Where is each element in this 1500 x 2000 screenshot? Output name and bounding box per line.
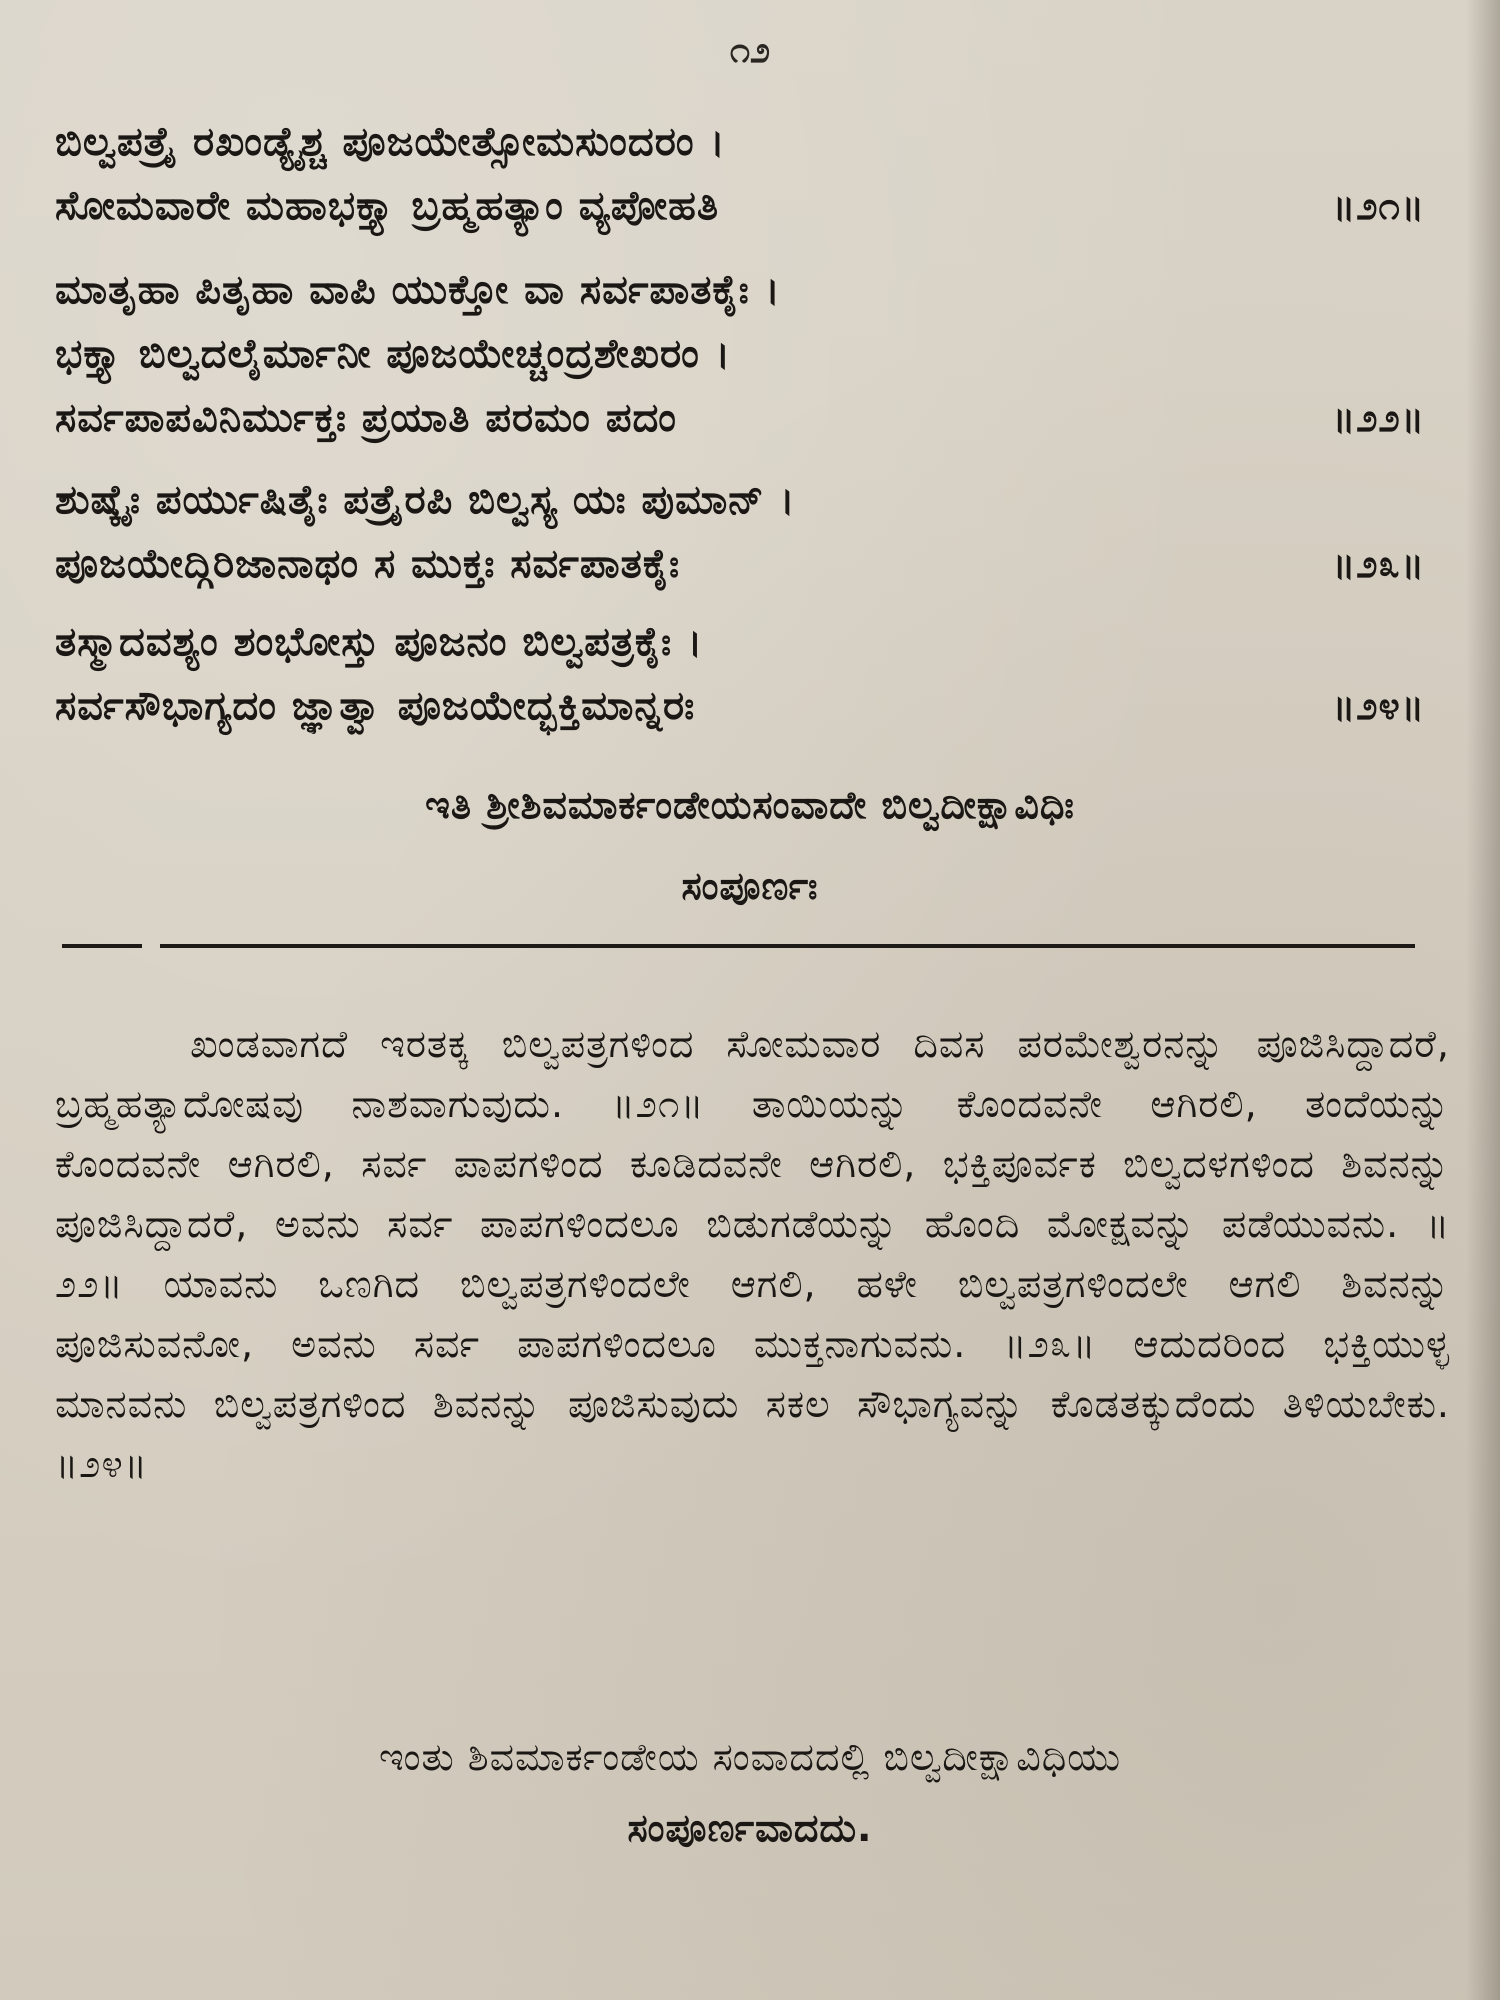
verse-text: ತಸ್ಮಾದವಶ್ಯಂ ಶಂಭೋಸ್ತು ಪೂಜನಂ ಬಿಲ್ವಪತ್ರಕೈಃ ।: [55, 619, 704, 665]
verse-text: ಬಿಲ್ವಪತ್ರೈ ರಖಂಡ್ಯೈಶ್ಚ ಪೂಜಯೇತ್ಸೋಮಸುಂದರಂ ।: [55, 119, 726, 165]
verse-number: ॥೨೨॥: [1332, 396, 1425, 440]
verse-group-2: [55, 258, 1455, 450]
verse-text: ಭಕ್ತ್ಯಾ ಬಿಲ್ವದಲೈರ್ಮಾನೀ ಪೂಜಯೇಚ್ಚಂದ್ರಶೇಖರಂ ।: [55, 331, 732, 377]
verse-text: ಸರ್ವಸೌಭಾಗ್ಯದಂ ಜ್ಞಾತ್ವಾ ಪೂಜಯೇದ್ಭಕ್ತಿಮಾನ್ನರಃ: [55, 683, 696, 729]
verse-group-1: [55, 110, 1455, 238]
verse-text: ಸರ್ವಪಾಪವಿನಿರ್ಮುಕ್ತಃ ಪ್ರಯಾತಿ ಪರಮಂ ಪದಂ: [55, 395, 678, 441]
verse-text: ಪೂಜಯೇದ್ಗಿರಿಜಾನಾಥಂ ಸ ಮುಕ್ತಃ ಸರ್ವಪಾತಕೈಃ: [55, 541, 681, 587]
closing-complete: ಸಂಪೂರ್ಣವಾದದು.: [627, 1806, 873, 1850]
verse-text: ಶುಷ್ಕೈಃ ಪರ್ಯುಷಿತೈಃ ಪತ್ರೈರಪಿ ಬಿಲ್ವಸ್ಯ ಯಃ ಪುಮಾನ್ ।: [55, 477, 796, 523]
verse-line: [55, 258, 1455, 322]
colophon-complete: ಸಂಪೂರ್ಣಃ: [681, 864, 819, 908]
verse-line: [55, 174, 1455, 238]
verse-line: [55, 386, 1455, 450]
verse-number: ॥೨೪॥: [1332, 684, 1425, 728]
verse-line: [55, 110, 1455, 174]
verse-text: ಸೋಮವಾರೇ ಮಹಾಭಕ್ತ್ಯಾ ಬ್ರಹ್ಮಹತ್ಯಾಂ ವ್ಯಪೋಹತಿ: [55, 183, 720, 229]
page-number: ೧೨: [729, 30, 771, 71]
verse-line: [55, 532, 1455, 596]
verse-number: ॥೨೧॥: [1332, 184, 1425, 228]
colophon-title: ಇತಿ ಶ್ರೀಶಿವಮಾರ್ಕಂಡೇಯಸಂವಾದೇ ಬಿಲ್ವದೀಕ್ಷಾವಿಧಿಃ: [425, 783, 1075, 827]
commentary-paragraph: ಖಂಡವಾಗದೆ ಇರತಕ್ಕ ಬಿಲ್ವಪತ್ರಗಳಿಂದ ಸೋಮವಾರ ದಿವಸ ಪರಮೇಶ್ವರನನ್ನು ಪೂಜಿಸಿದ್ದಾದರೆ, ಬ್ರಹ್ಮಹತ್ಯಾದೋಷವು ನಾಶವಾಗುವುದು. ॥೨೧॥ ತಾಯಿಯನ್ನು ಕೊಂದವನೇ ಆಗಿರಲಿ, ತಂದೆಯನ್ನು ಕೊಂದವನೇ ಆಗಿರಲಿ, ಸರ್ವ ಪಾಪಗಳಿಂದ ಕೂಡಿದವನೇ ಆಗಿರಲಿ, ಭಕ್ತಿಪೂರ್ವಕ ಬಿಲ್ವದಳಗಳಿಂದ ಶಿವನನ್ನು ಪೂಜಿಸಿದ್ದಾದರೆ, ಅವನು ಸರ್ವ ಪಾಪಗಳಿಂದಲೂ ಬಿಡುಗಡೆಯನ್ನು ಹೊಂದಿ ಮೋಕ್ಷವನ್ನು ಪಡೆಯುವನು. ॥೨೨॥ ಯಾವನು ಒಣಗಿದ ಬಿಲ್ವಪತ್ರಗಳಿಂದಲೇ ಆಗಲಿ, ಹಳೇ ಬಿಲ್ವಪತ್ರಗಳಿಂದಲೇ ಆಗಲಿ ಶಿವನನ್ನು ಪೂಜಿಸುವನೋ, ಅವನು ಸರ್ವ ಪಾಪಗಳಿಂದಲೂ ಮುಕ್ತನಾಗುವನು. ॥೨೩॥ ಆದುದರಿಂದ ಭಕ್ತಿಯುಳ್ಳ ಮಾನವನು ಬಿಲ್ವಪತ್ರಗಳಿಂದ ಶಿವನನ್ನು ಪೂಜಿಸುವುದು ಸಕಲ ಸೌಭಾಗ್ಯವನ್ನು ಕೊಡತಕ್ಕುದೆಂದು ತಿಳಿಯಬೇಕು. ॥೨೪॥: [55, 1022, 1450, 1486]
verse-line: [55, 674, 1455, 738]
divider-short: [62, 944, 142, 948]
verse-line: [55, 468, 1455, 532]
divider-long: [160, 944, 1415, 948]
verse-line: [55, 322, 1455, 386]
page-edge-shadow: [1466, 0, 1500, 2000]
verse-group-4: [55, 610, 1455, 738]
verse-text: ಮಾತೃಹಾ ಪಿತೃಹಾ ವಾಪಿ ಯುಕ್ತೋ ವಾ ಸರ್ವಪಾತಕೈಃ ।: [55, 267, 781, 313]
closing-line: ಇಂತು ಶಿವಮಾರ್ಕಂಡೇಯ ಸಂವಾದದಲ್ಲಿ ಬಿಲ್ವದೀಕ್ಷಾವಿಧಿಯು: [378, 1735, 1122, 1779]
verse-group-3: [55, 468, 1455, 596]
verse-line: [55, 610, 1455, 674]
verse-number: ॥೨೩॥: [1332, 542, 1425, 586]
